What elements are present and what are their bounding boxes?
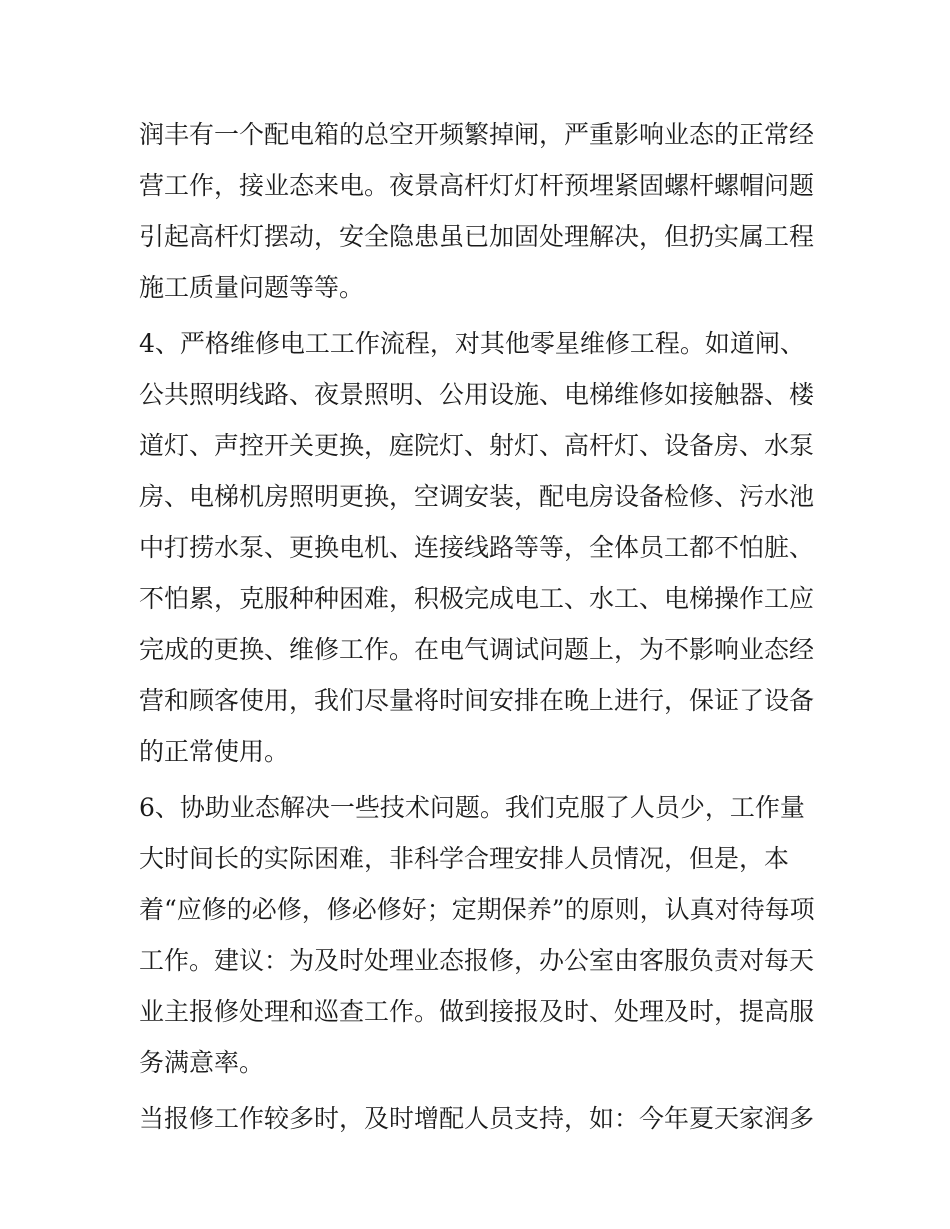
text-line: 完成的更换、维修工作。在电气调试问题上，为不影响业态经 <box>139 635 815 664</box>
text-line: 6、协助业态解决一些技术问题。我们克服了人员少，工作量 <box>139 793 805 822</box>
text-line: 务满意率。 <box>139 1048 265 1077</box>
text-line: 施工质量问题等等。 <box>139 273 365 302</box>
text-line: 润丰有一个配电箱的总空开频繁掉闸，严重影响业态的正常经 <box>139 120 815 149</box>
document-body <box>139 109 819 1144</box>
text-line: 4、严格维修电工工作流程，对其他零星维修工程。如道闸、 <box>139 329 805 358</box>
text-line: 着“应修的必修，修必修好；定期保养”的原则，认真对待每项 <box>139 895 815 924</box>
text-line: 当报修工作较多时，及时增配人员支持，如：今年夏天家润多 <box>139 1104 815 1133</box>
paragraph-4 <box>139 1093 819 1144</box>
text-line: 中打捞水泵、更换电机、连接线路等等，全体员工都不怕脏、 <box>139 533 815 562</box>
text-line: 公共照明线路、夜景照明、公用设施、电梯维修如接触器、楼 <box>139 380 815 409</box>
paragraph-2 <box>139 318 819 777</box>
text-line: 工作。建议：为及时处理业态报修，办公室由客服负责对每天 <box>139 946 815 975</box>
paragraph-3 <box>139 782 819 1088</box>
text-line: 道灯、声控开关更换，庭院灯、射灯、高杆灯、设备房、水泵 <box>139 431 815 460</box>
text-line: 的正常使用。 <box>139 737 290 766</box>
text-line: 不怕累，克服种种困难，积极完成电工、水工、电梯操作工应 <box>139 584 815 613</box>
text-line: 房、电梯机房照明更换，空调安装，配电房设备检修、污水池 <box>139 482 815 511</box>
paragraph-1 <box>139 109 819 313</box>
text-line: 营工作，接业态来电。夜景高杆灯灯杆预埋紧固螺杆螺帽问题 <box>139 171 815 200</box>
text-line: 大时间长的实际困难，非科学合理安排人员情况，但是，本 <box>139 844 790 873</box>
text-line: 营和顾客使用，我们尽量将时间安排在晚上进行，保证了设备 <box>139 686 815 715</box>
text-line: 业主报修处理和巡查工作。做到接报及时、处理及时，提高服 <box>139 997 815 1026</box>
text-line: 引起高杆灯摆动，安全隐患虽已加固处理解决，但扔实属工程 <box>139 222 815 251</box>
